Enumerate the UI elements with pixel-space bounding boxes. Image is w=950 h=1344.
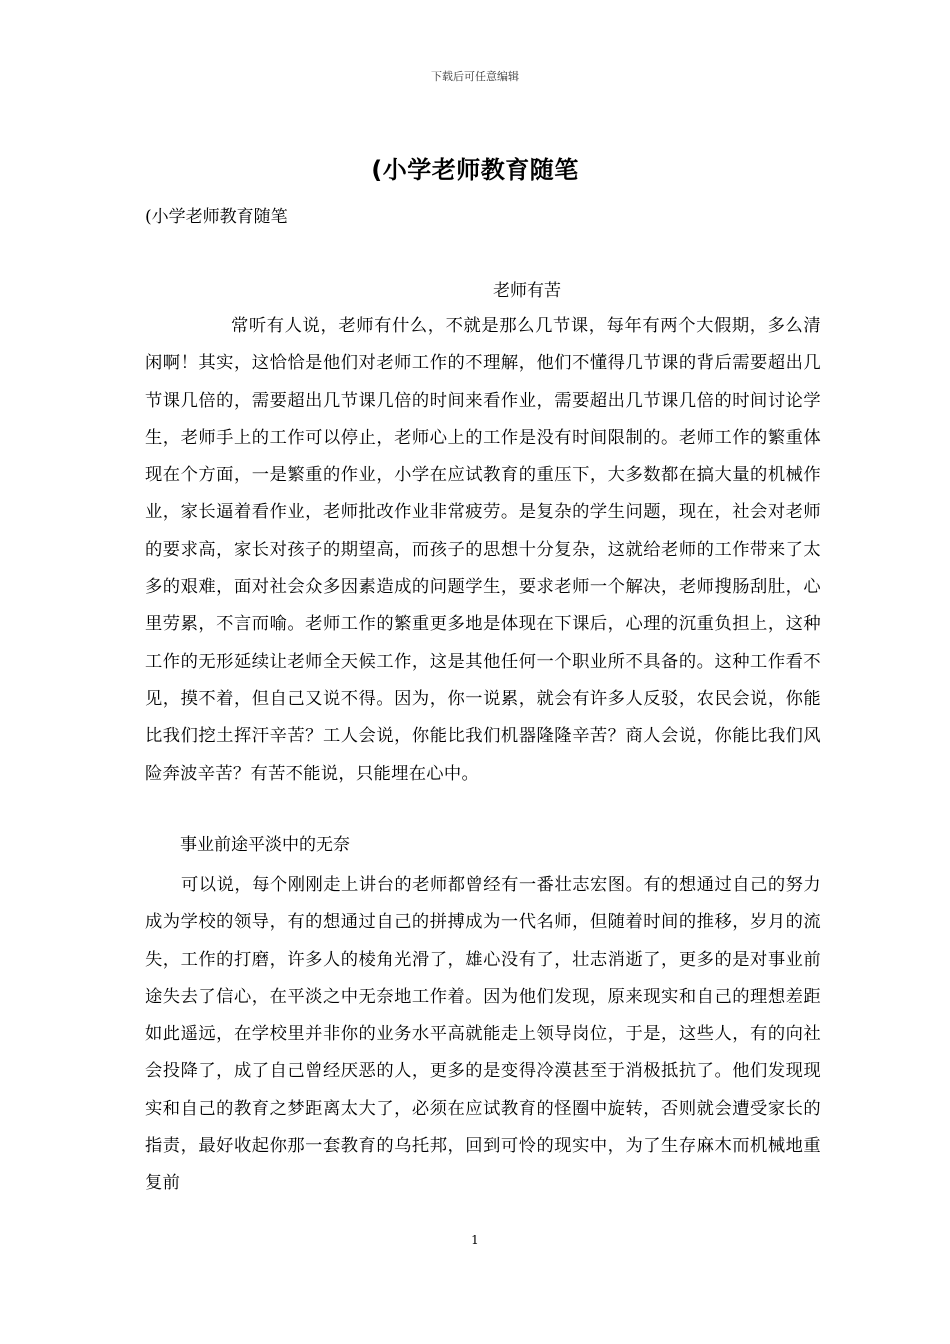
- document-subtitle: (小学老师教育随笔: [145, 207, 288, 227]
- page-header: 下载后可任意编辑: [431, 70, 519, 83]
- section-heading-teacher-hardship: 老师有苦: [493, 281, 561, 301]
- paragraph-career-helplessness: 可以说，每个刚刚走上讲台的老师都曾经有一番壮志宏图。有的想通过自己的努力成为学校的领导，有的想通过自己的拼搏成为一代名师，但随着时间的推移，岁月的流失，工作的打磨，许多人的棱角光滑了，雄心没有了，壮志消逝了，更多的是对事业前途失去了信心，在平淡之中无奈地工作着。因为他们发现，原来现实和自己的理想差距如此遥远，在学校里并非你的业务水平高就能走上领导岗位，于是，这些人，有的向社会投降了，成了自己曾经厌恶的人，更多的是变得冷漠甚至于消极抵抗了。他们发现现实和自己的教育之梦距离太大了，必须在应试教育的怪圈中旋转，否则就会遭受家长的指责，最好收起你那一套教育的乌托邦，回到可怜的现实中，为了生存麻木而机械地重复前: [145, 875, 821, 1194]
- page-number: 1: [471, 1233, 479, 1247]
- paragraph-teacher-hardship: 常听有人说，老师有什么，不就是那么几节课，每年有两个大假期，多么清闲啊！其实，这恰恰是他们对老师工作的不理解，他们不懂得几节课的背后需要超出几节课几倍的，需要超出几节课几倍的时间来看作业，需要超出几节课几倍的时间讨论学生，老师手上的工作可以停止，老师心上的工作是没有时间限制的。老师工作的繁重体现在个方面，一是繁重的作业，小学在应试教育的重压下，大多数都在搞大量的机械作业，家长逼着看作业，老师批改作业非常疲劳。是复杂的学生问题，现在，社会对老师的要求高，家长对孩子的期望高，而孩子的思想十分复杂，这就给老师的工作带来了太多的艰难，面对社会众多因素造成的问题学生，要求老师一个解决，老师搜肠刮肚，心里劳累，不言而喻。老师工作的繁重更多地是体现在下课后，心理的沉重负担上，这种工作的无形延续让老师全天候工作，这是其他任何一个职业所不具备的。这种工作看不见，摸不着，但自己又说不得。因为，你一说累，就会有许多人反驳，农民会说，你能比我们挖土挥汗辛苦？工人会说，你能比我们机器隆隆辛苦？商人会说，你能比我们风险奔波辛苦？有苦不能说，只能埋在心中。: [145, 316, 821, 784]
- section-heading-career-helplessness: 事业前途平淡中的无奈: [180, 835, 350, 855]
- document-title: (小学老师教育随笔: [371, 156, 579, 184]
